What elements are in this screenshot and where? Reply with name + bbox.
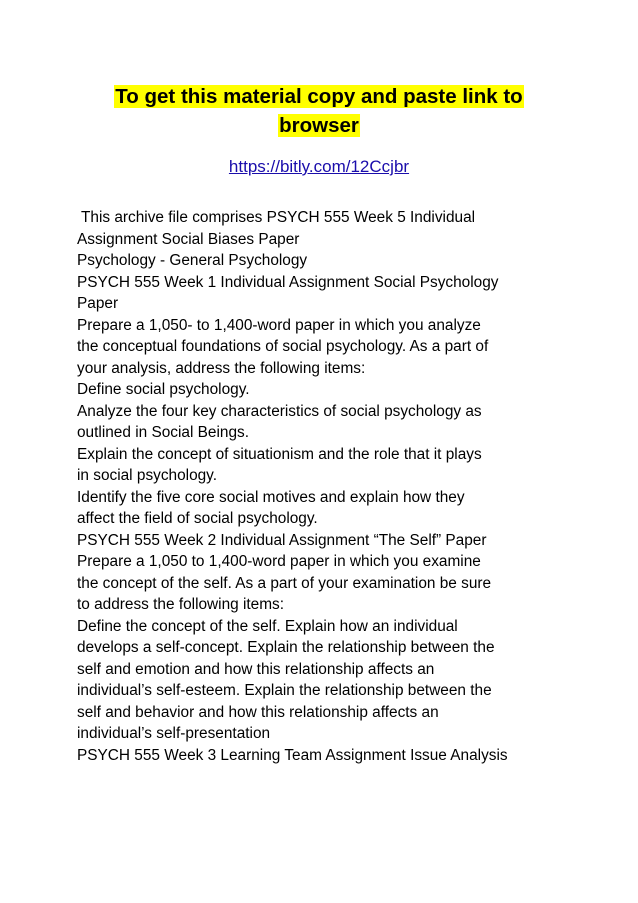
body-line: self and behavior and how this relationship affects an — [77, 703, 439, 721]
body-line: individual’s self-esteem. Explain the relationship between the — [77, 682, 492, 699]
body-line: PSYCH 555 Week 1 Individual Assignment Social Psychology — [77, 273, 499, 291]
body-line: individual’s self-presentation — [77, 725, 271, 742]
body-line: Identify the five core social motives and explain how they — [77, 488, 465, 506]
body-line: affect the field of social psychology. — [77, 510, 318, 527]
body-line: the concept of the self. As a part of your examination be sure — [77, 574, 492, 592]
body-line: PSYCH 555 Week 3 Learning Team Assignment Issue Analysis — [77, 746, 508, 764]
document-body — [77, 207, 577, 766]
body-line: Define social psychology. — [77, 381, 250, 398]
body-line: in social psychology. — [77, 467, 218, 484]
body-line: self and emotion and how this relationship affects an — [77, 660, 435, 678]
body-line: to address the following items: — [77, 596, 285, 613]
title-line-2: browser — [279, 114, 359, 137]
body-line: Prepare a 1,050- to 1,400-word paper in which you analyze — [77, 316, 481, 334]
body-line: your analysis, address the following items: — [77, 359, 366, 377]
title-line-1: To get this material copy and paste link to — [115, 85, 523, 108]
body-line: Analyze the four key characteristics of social psychology as — [77, 402, 482, 420]
body-line: Paper — [77, 295, 119, 312]
body-line: Prepare a 1,050 to 1,400-word paper in which you examine — [77, 553, 481, 570]
body-line: Psychology - General Psychology — [77, 252, 308, 269]
body-line: the conceptual foundations of social psychology. As a part of — [77, 338, 489, 355]
body-line: PSYCH 555 Week 2 Individual Assignment “The Self” Paper — [77, 531, 487, 549]
body-line: develops a self-concept. Explain the relationship between the — [77, 639, 495, 656]
body-line: Explain the concept of situationism and the role that it plays — [77, 445, 482, 463]
material-link[interactable]: https://bitly.com/12Ccjbr — [228, 157, 410, 176]
body-line: Assignment Social Biases Paper — [77, 230, 300, 248]
body-line: outlined in Social Beings. — [77, 424, 249, 441]
body-line: This archive file comprises PSYCH 555 Week 5 Individual — [81, 209, 476, 226]
page-title — [60, 82, 578, 140]
body-line: Define the concept of the self. Explain how an individual — [77, 617, 458, 635]
